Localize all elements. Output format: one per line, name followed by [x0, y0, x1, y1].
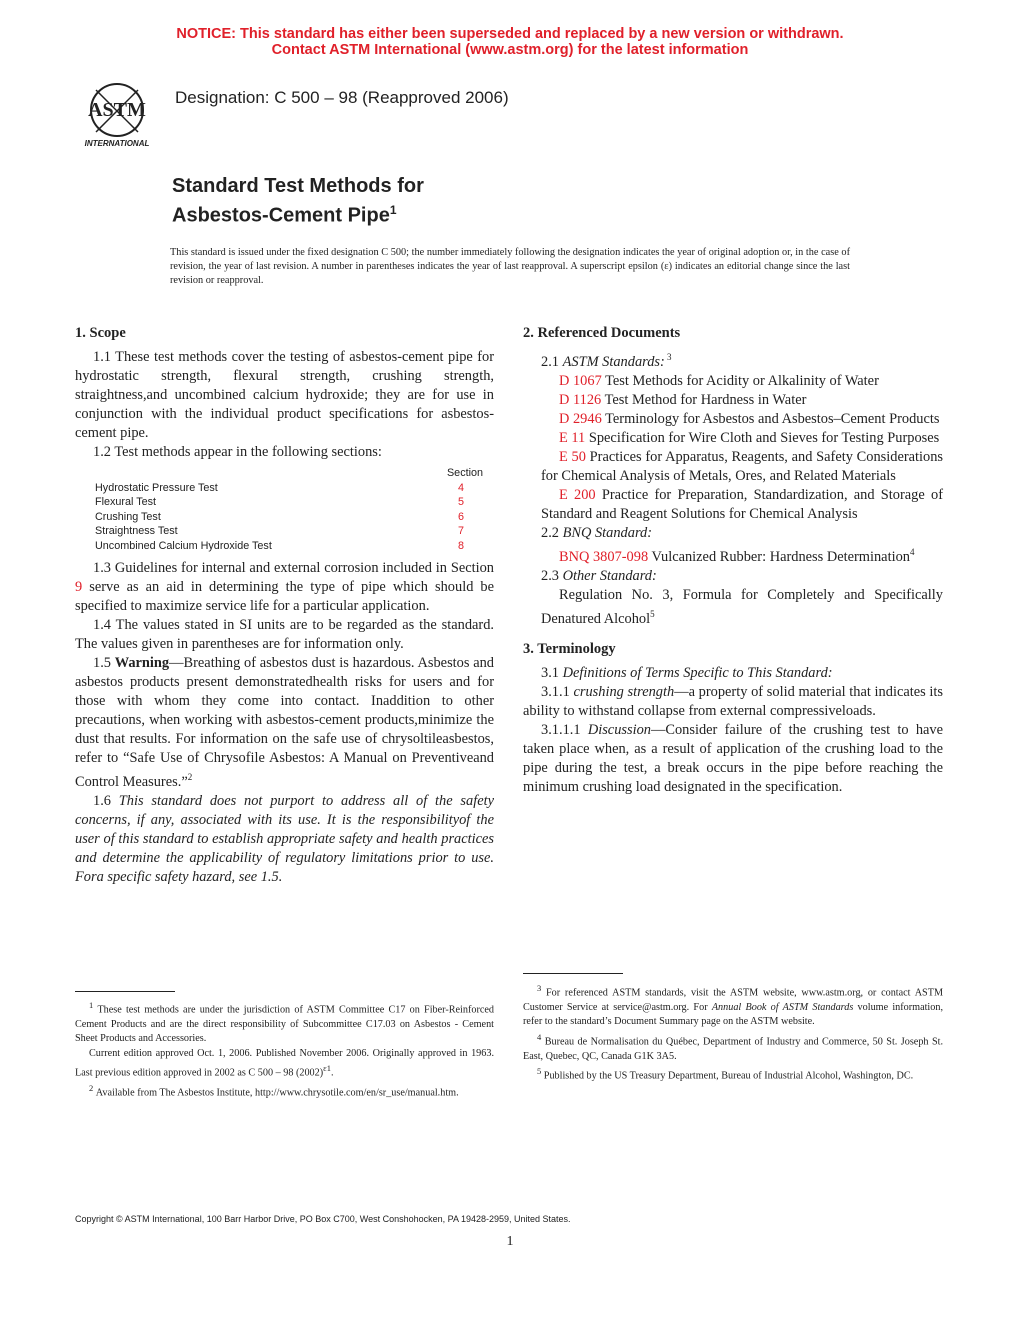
ref-link[interactable]: E 50: [559, 448, 586, 465]
para-1-5: 1.5 Warning—Breathing of asbestos dust is hazardous. Asbestos and asbestos products present demonstratedhealth risks for users and for those with whom they come into contact. Inaddition to other precautions, when working with asbestos-cement products,minimize the dust that results. For information on the safe use of chrysoltileasbestos, refer to “Safe Use of Chrysofile Asbestos: A Manual on Preventiveand Control Measures.”$^2$: [75, 655, 494, 790]
para-3-1: 3.1 Definitions of Terms Specific to This Standard:: [541, 665, 833, 682]
footnote-3: $^3$ For referenced ASTM standards, visit the ASTM website, www.astm.org, or contact ASTM Customer Service at service@astm.org. For Annual Book of ASTM Standards volume information, refer to the standard’s Document Summary page on the ASTM website.: [523, 983, 944, 1028]
footnote-5: $^5$ Published by the US Treasury Department, Bureau of Industrial Alcohol, Washington, DC.: [537, 1066, 914, 1082]
bnq-link[interactable]: BNQ 3807-098: [559, 548, 649, 565]
designation: Designation: C 500 – 98 (Reapproved 2006): [175, 88, 509, 107]
para-1-1: 1.1 These test methods cover the testing of asbestos-cement pipe for hydrostatic strength, flexural strength, crushing strength, straightness,and uncombined calcium hydroxide; they are for use in conjunction with the individual product specifications for asbestos-cement pipe.: [75, 349, 494, 441]
para-2-3: 2.3 Other Standard:: [541, 567, 657, 584]
refs-heading: 2. Referenced Documents: [523, 325, 681, 341]
ref-item: E 11 Specification for Wire Cloth and Sieves for Testing Purposes: [559, 429, 940, 446]
para-3-1-1: 3.1.1 crushing strength—a property of solid material that indicates its ability to withstand collapse from external compressiveloads.: [523, 684, 943, 720]
footnote-4: $^4$ Bureau de Normalisation du Québec, Department of Industry and Commerce, 50 St. Joseph St. East, Quebec, QC, Canada G1K 3A5.: [523, 1031, 943, 1062]
para-1-2: 1.2 Test methods appear in the following sections:: [93, 444, 382, 460]
left-column: [75, 324, 494, 887]
para-1-6: 1.6 This standard does not purport to address all of the safety concerns, if any, associated with its use. It is the responsibilityof the user of this standard to establish appropriate safety and health practices and determine the applicability of regulatory limitations prior to use. Fora specific safety hazard, see 1.5.: [75, 792, 494, 885]
ref-item: E 50 Practices for Apparatus, Reagents, and Safety Considerations for Chemical Analysis of Metals, Ores, and Related Materials: [541, 448, 943, 484]
footnote-rule-left: [75, 991, 175, 992]
ref-link[interactable]: D 2946: [559, 410, 602, 427]
svg-text:INTERNATIONAL: INTERNATIONAL: [84, 139, 150, 148]
section-header: Section: [446, 467, 483, 479]
title-line-1: Standard Test Methods for: [172, 175, 424, 197]
ref-item: E 200 Practice for Preparation, Standardization, and Storage of Standard and Reagent Solutions for Chemical Analysis: [541, 486, 943, 522]
ref-link[interactable]: E 11: [559, 429, 586, 446]
ref-link[interactable]: D 1126: [559, 391, 602, 408]
para-1-4: 1.4 The values stated in SI units are to be regarded as the standard. The values given in parentheses are for information only.: [75, 617, 494, 652]
footnote-1: $^1$ These test methods are under the jurisdiction of ASTM Committee C17 on Fiber-Reinforced Cement Products and are the direct responsibility of Subcommittee C17.03 on Asbestos - Cement Sheet Products and Accessories.: [75, 1000, 494, 1045]
ref-link[interactable]: D 1067: [559, 372, 602, 389]
intro-paragraph: This standard is issued under the fixed designation C 500; the number immediately following the designation indicates the year of original adoption or, in the case of revision, the year of last revision. A number in parentheses indicates the year of last reapproval. A superscript epsilon (ε) indicates an editorial change since the last revision or reapproval.: [170, 247, 850, 286]
para-2-2: 2.2 BNQ Standard:: [541, 524, 653, 541]
ref-item-regulation: Regulation No. 3, Formula for Completely and Specifically Denatured Alcohol$^5$: [541, 586, 943, 627]
svg-text:ASTM: ASTM: [88, 99, 146, 121]
footnotes-left: [75, 998, 494, 1101]
withdrawal-notice: [0, 26, 1020, 58]
footnote-rule-right: [523, 973, 623, 974]
ref-item: D 1067 Test Methods for Acidity or Alkalinity of Water: [559, 372, 879, 389]
section-9-link[interactable]: 9: [75, 579, 83, 595]
document-title: [172, 174, 424, 228]
notice-line-1: NOTICE: This standard has either been superseded and replaced by a new version or withdrawn.: [176, 26, 844, 42]
right-column: [523, 324, 943, 797]
terminology-heading: 3. Terminology: [523, 641, 616, 658]
section-row[interactable]: Flexural Test 5: [95, 496, 464, 508]
footnote-1b: Current edition approved Oct. 1, 2006. Published November 2006. Originally approved in 1963. Last previous edition approved in 2002 as C 500 – 98 $(2002)^{\varepsilon 1}$.: [75, 1047, 494, 1079]
section-row[interactable]: Hydrostatic Pressure Test 4: [95, 481, 464, 494]
ref-item-bnq: BNQ 3807-098 Vulcanized Rubber: Hardness Determination$^4$: [559, 546, 915, 565]
notice-line-2: Contact ASTM International (www.astm.org) for the latest information: [271, 42, 749, 58]
ref-item: D 2946 Terminology for Asbestos and Asbestos–Cement Products: [559, 410, 940, 427]
ref-link[interactable]: E 200: [559, 486, 596, 503]
title-line-2: Asbestos-Cement Pipe$^1$: [172, 203, 397, 227]
page-number: 1: [506, 1234, 514, 1249]
sections-table: [95, 466, 483, 553]
scope-heading: 1. Scope: [75, 325, 126, 341]
footnotes-right: [523, 981, 943, 1084]
section-row[interactable]: Crushing Test 6: [95, 510, 464, 523]
copyright: Copyright © ASTM International, 100 Barr Harbor Drive, PO Box C700, West Conshohocken, PA 19428-2959, United States.: [75, 1214, 571, 1224]
para-1-3: 1.3 Guidelines for internal and external corrosion included in Section 9 serve as an aid in determining the type of pipe which should be specified to maximize service life for a particular application.: [75, 560, 494, 614]
footnote-2: $^2$ Available from The Asbestos Institute, http://www.chrysotile.com/en/sr_use/manual.htm.: [89, 1083, 459, 1099]
para-2-1: 2.1 ASTM Standards: $^3$: [541, 352, 672, 370]
ref-item: D 1126 Test Method for Hardness in Water: [559, 391, 807, 408]
section-row[interactable]: Straightness Test 7: [95, 525, 464, 537]
section-row[interactable]: Uncombined Calcium Hydroxide Test 8: [95, 539, 464, 552]
astm-logo: [74, 80, 160, 148]
para-3-1-1-1: 3.1.1.1 Discussion—Consider failure of the crushing test to have taken place when, as a result of application of the crushing load to the pipe during the test, a break occurs in the pipe before reaching the minimum crushing load designated in the specification.: [523, 722, 943, 796]
